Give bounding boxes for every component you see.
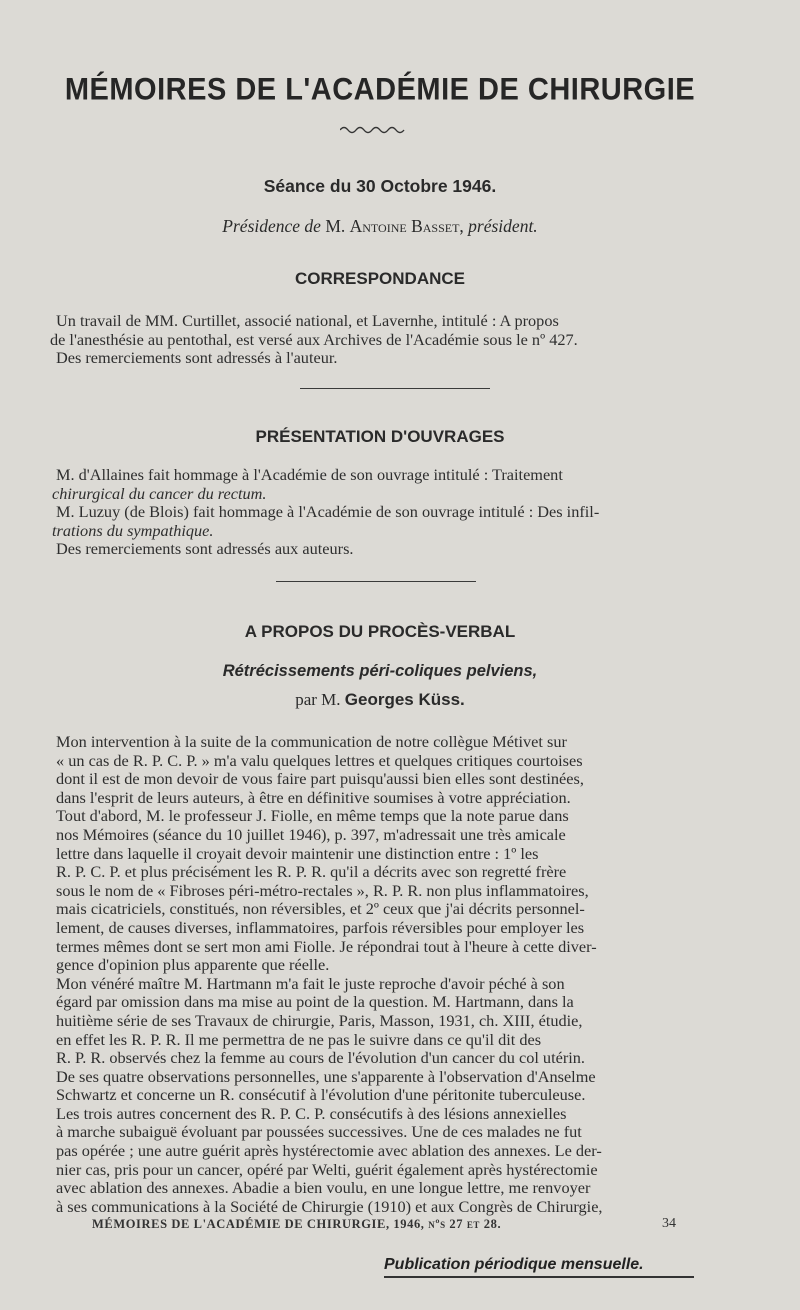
- article-author-line: [0, 690, 760, 710]
- presentation-text: [52, 465, 746, 559]
- presidence-name-pre: M.: [325, 216, 346, 236]
- text-line: lettre dans laquelle il croyait devoir maintenir une distinction entre : 1º les: [56, 843, 539, 863]
- text-line: M. d'Allaines fait hommage à l'Académie de son ouvrage intitulé : Traitement: [56, 465, 563, 484]
- text-line: « un cas de R. P. C. P. » m'a valu quelques lettres et quelques critiques courtoises: [56, 750, 583, 770]
- ornament-divider: [340, 125, 406, 135]
- author-prefix: par M.: [295, 690, 341, 709]
- correspondance-text: [50, 311, 746, 368]
- text-line: Les trois autres concernent des R. P. C. P. consécutifs à des lésions annexielles: [56, 1103, 567, 1123]
- presidence-name: Antoine Basset,: [349, 216, 464, 236]
- text-line: termes mêmes dont se sert mon ami Fiolle. Je répondrai tout à l'heure à cette diver-: [56, 936, 597, 956]
- text-line: dans l'esprit de leurs auteurs, à être en définitive soumises à votre appréciation.: [56, 787, 571, 807]
- article-subtitle: Rétrécissements péri-coliques pelviens,: [222, 662, 538, 680]
- text-line: à ses communications à la Société de Chirurgie (1910) et aux Congrès de Chirurgie,: [56, 1196, 603, 1216]
- publication-note: Publication périodique mensuelle.: [384, 1256, 644, 1273]
- text-line: M. Luzuy (de Blois) fait hommage à l'Académie de son ouvrage intitulé : Des infil-: [56, 502, 600, 522]
- journal-title: MÉMOIRES DE L'ACADÉMIE DE CHIRURGIE: [64, 72, 696, 108]
- text-line: Schwartz et concerne un R. consécutif à l'évolution d'une péritonite tuberculeuse.: [56, 1085, 586, 1105]
- text-line: pas opérée ; une autre guérit après hystérectomie avec ablation des annexes. Le der-: [56, 1141, 602, 1161]
- section-heading-presentation: PRÉSENTATION D'OUVRAGES: [255, 427, 505, 446]
- text-line: égard par omission dans ma mise au point de la question. M. Hartmann, dans la: [56, 992, 574, 1012]
- footer-page-number: 34: [662, 1216, 676, 1231]
- text-line: R. P. R. observés chez la femme au cours de l'évolution d'un cancer du col utérin.: [56, 1048, 585, 1068]
- section-heading-apropos: A PROPOS DU PROCÈS-VERBAL: [244, 622, 516, 641]
- presidence-suffix: président.: [468, 216, 538, 236]
- seance-date: Séance du 30 Octobre 1946.: [263, 176, 497, 196]
- text-line: à marche subaiguë évoluant par poussées successives. Une de ces malades ne fut: [56, 1122, 582, 1142]
- article-body: [56, 733, 746, 1216]
- text-line: nos Mémoires (séance du 10 juillet 1946), p. 397, m'adressait une très amicale: [56, 824, 566, 844]
- text-line: Des remerciements sont adressés à l'auteur.: [56, 348, 338, 368]
- text-line: chirurgical du cancer du rectum.: [52, 483, 267, 503]
- author-name: Georges Küss.: [344, 690, 465, 709]
- text-line: Mon vénéré maître M. Hartmann m'a fait le juste reproche d'avoir péché à son: [56, 973, 565, 993]
- text-line: nier cas, pris pour un cancer, opéré par Welti, guérit également après hystérectomie: [56, 1159, 598, 1179]
- section-divider: [300, 388, 490, 389]
- section-divider: [276, 581, 476, 582]
- text-line: huitième série de ses Travaux de chirurgie, Paris, Masson, 1931, ch. XIII, étudie,: [56, 1010, 583, 1030]
- text-line: Mon intervention à la suite de la communication de notre collègue Métivet sur: [56, 732, 567, 751]
- footer-journal: MÉMOIRES DE L'ACADÉMIE DE CHIRURGIE, 1946, nºs 27 et 28.: [92, 1217, 502, 1231]
- text-line: avec ablation des annexes. Abadie a bien voulu, en une longue lettre, me renvoyer: [56, 1178, 591, 1198]
- text-line: dont il est de mon devoir de vous faire part puisqu'aussi bien elles sont destinées,: [56, 769, 584, 789]
- text-line: en effet les R. P. R. Il me permettra de ne pas le suivre dans ce qu'il dit des: [56, 1029, 542, 1049]
- text-line: Des remerciements sont adressés aux auteurs.: [56, 539, 354, 559]
- presidence-prefix: Présidence de: [222, 216, 321, 236]
- text-line: gence d'opinion plus apparente que réelle.: [56, 955, 330, 975]
- text-line: de l'anesthésie au pentothal, est versé aux Archives de l'Académie sous le nº 427.: [50, 329, 578, 349]
- text-line: De ses quatre observations personnelles, une s'apparente à l'observation d'Anselme: [56, 1066, 596, 1086]
- text-line: mais cicatriciels, constitués, non réversibles, et 2º ceux que j'ai décrits personnel-: [56, 899, 585, 919]
- text-line: R. P. C. P. et plus précisément les R. P. R. qu'il a décrits avec son regretté frère: [56, 862, 567, 882]
- text-line: sous le nom de « Fibroses péri-métro-rectales », R. P. R. non plus inflammatoires,: [56, 880, 589, 900]
- presidence-line: [0, 216, 760, 237]
- section-heading-correspondance: CORRESPONDANCE: [294, 269, 466, 288]
- publication-underline: [384, 1276, 694, 1278]
- text-line: trations du sympathique.: [52, 520, 214, 540]
- text-line: lement, de causes diverses, inflammatoires, parfois réversibles pour employer les: [56, 917, 585, 937]
- text-line: Un travail de MM. Curtillet, associé national, et Lavernhe, intitulé : A propos: [56, 311, 559, 330]
- text-line: Tout d'abord, M. le professeur J. Fiolle, en même temps que la note parue dans: [56, 806, 569, 826]
